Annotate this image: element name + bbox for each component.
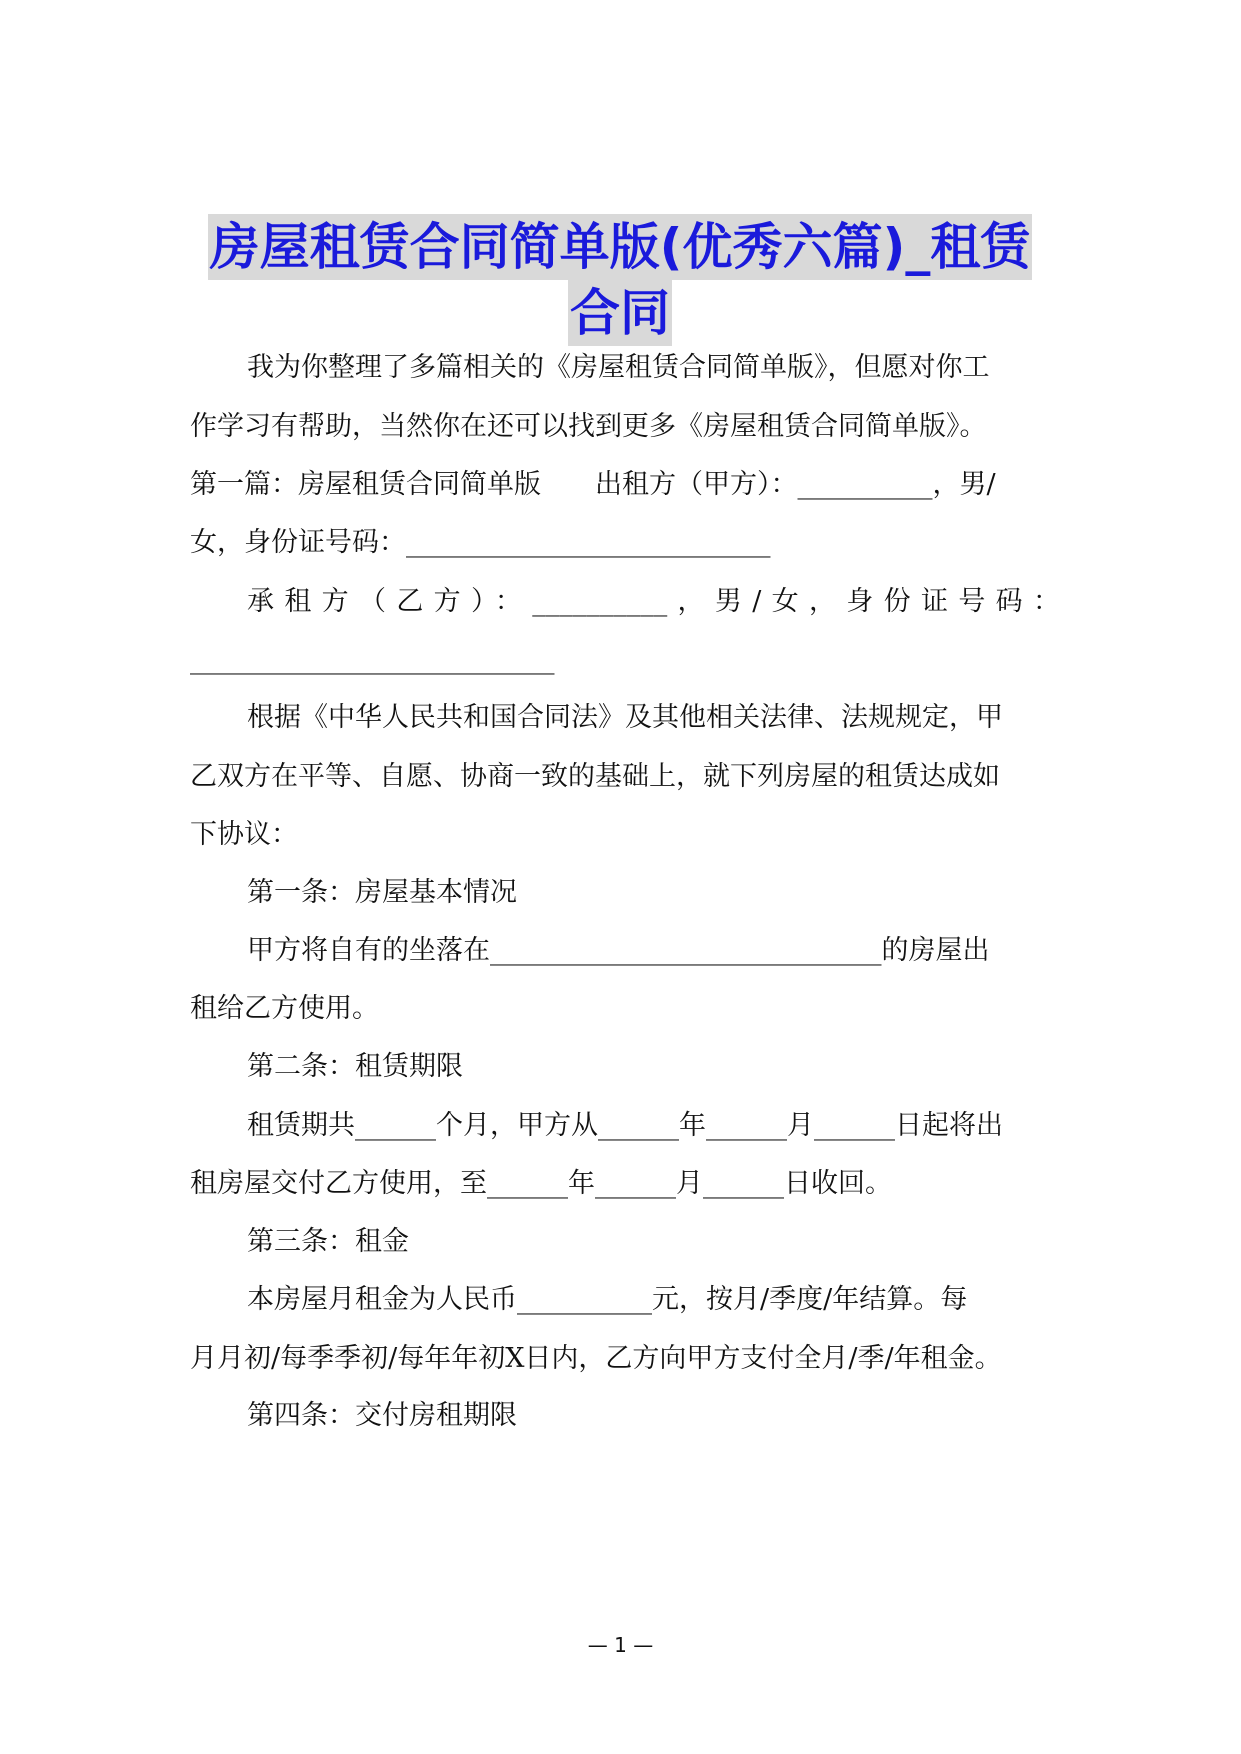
paragraph-line: 乙双方在平等、自愿、协商一致的基础上，就下列房屋的租赁达成如 — [190, 761, 1000, 792]
title-line-1: 房屋租赁合同简单版(优秀六篇)_租赁 — [208, 214, 1033, 280]
title-line-2: 合同 — [568, 280, 672, 346]
paragraph-line: 第一篇：房屋租赁合同简单版 出租方（甲方）：__________，男/ — [190, 469, 996, 500]
section-heading: 第一条：房屋基本情况 — [247, 877, 517, 908]
paragraph-line: 女，身份证号码：___________________________ — [190, 527, 771, 558]
paragraph-line: 租赁期共______个月，甲方从______年______月______日起将出 — [247, 1110, 1003, 1141]
paragraph-line: 月月初/每季季初/每年年初X日内，乙方向甲方支付全月/季/年租金。 — [190, 1343, 1002, 1374]
section-heading: 第三条：租金 — [247, 1226, 409, 1257]
paragraph-line: 下协议： — [190, 819, 298, 850]
section-heading: 第二条：租赁期限 — [247, 1051, 463, 1082]
paragraph-line: ___________________________ — [190, 644, 555, 675]
section-heading: 第四条：交付房租期限 — [247, 1400, 517, 1431]
paragraph-line: 根据《中华人民共和国合同法》及其他相关法律、法规规定，甲 — [247, 702, 1003, 733]
paragraph-line: 作学习有帮助，当然你在还可以找到更多《房屋租赁合同简单版》。 — [190, 411, 987, 442]
paragraph-line: 本房屋月租金为人民币__________元，按月/季度/年结算。每 — [247, 1284, 968, 1315]
paragraph-line: 我为你整理了多篇相关的《房屋租赁合同简单版》，但愿对你工 — [247, 352, 990, 383]
page-number: — 1 — — [587, 1633, 654, 1657]
paragraph-line: 租给乙方使用。 — [190, 993, 379, 1024]
paragraph-line: 承租方（乙方）：__________，男/女，身份证号码： — [247, 586, 1060, 617]
document-title — [190, 214, 1050, 346]
paragraph-line: 租房屋交付乙方使用，至______年______月______日收回。 — [190, 1168, 892, 1199]
paragraph-line: 甲方将自有的坐落在_____________________________的房屋出 — [247, 935, 990, 966]
